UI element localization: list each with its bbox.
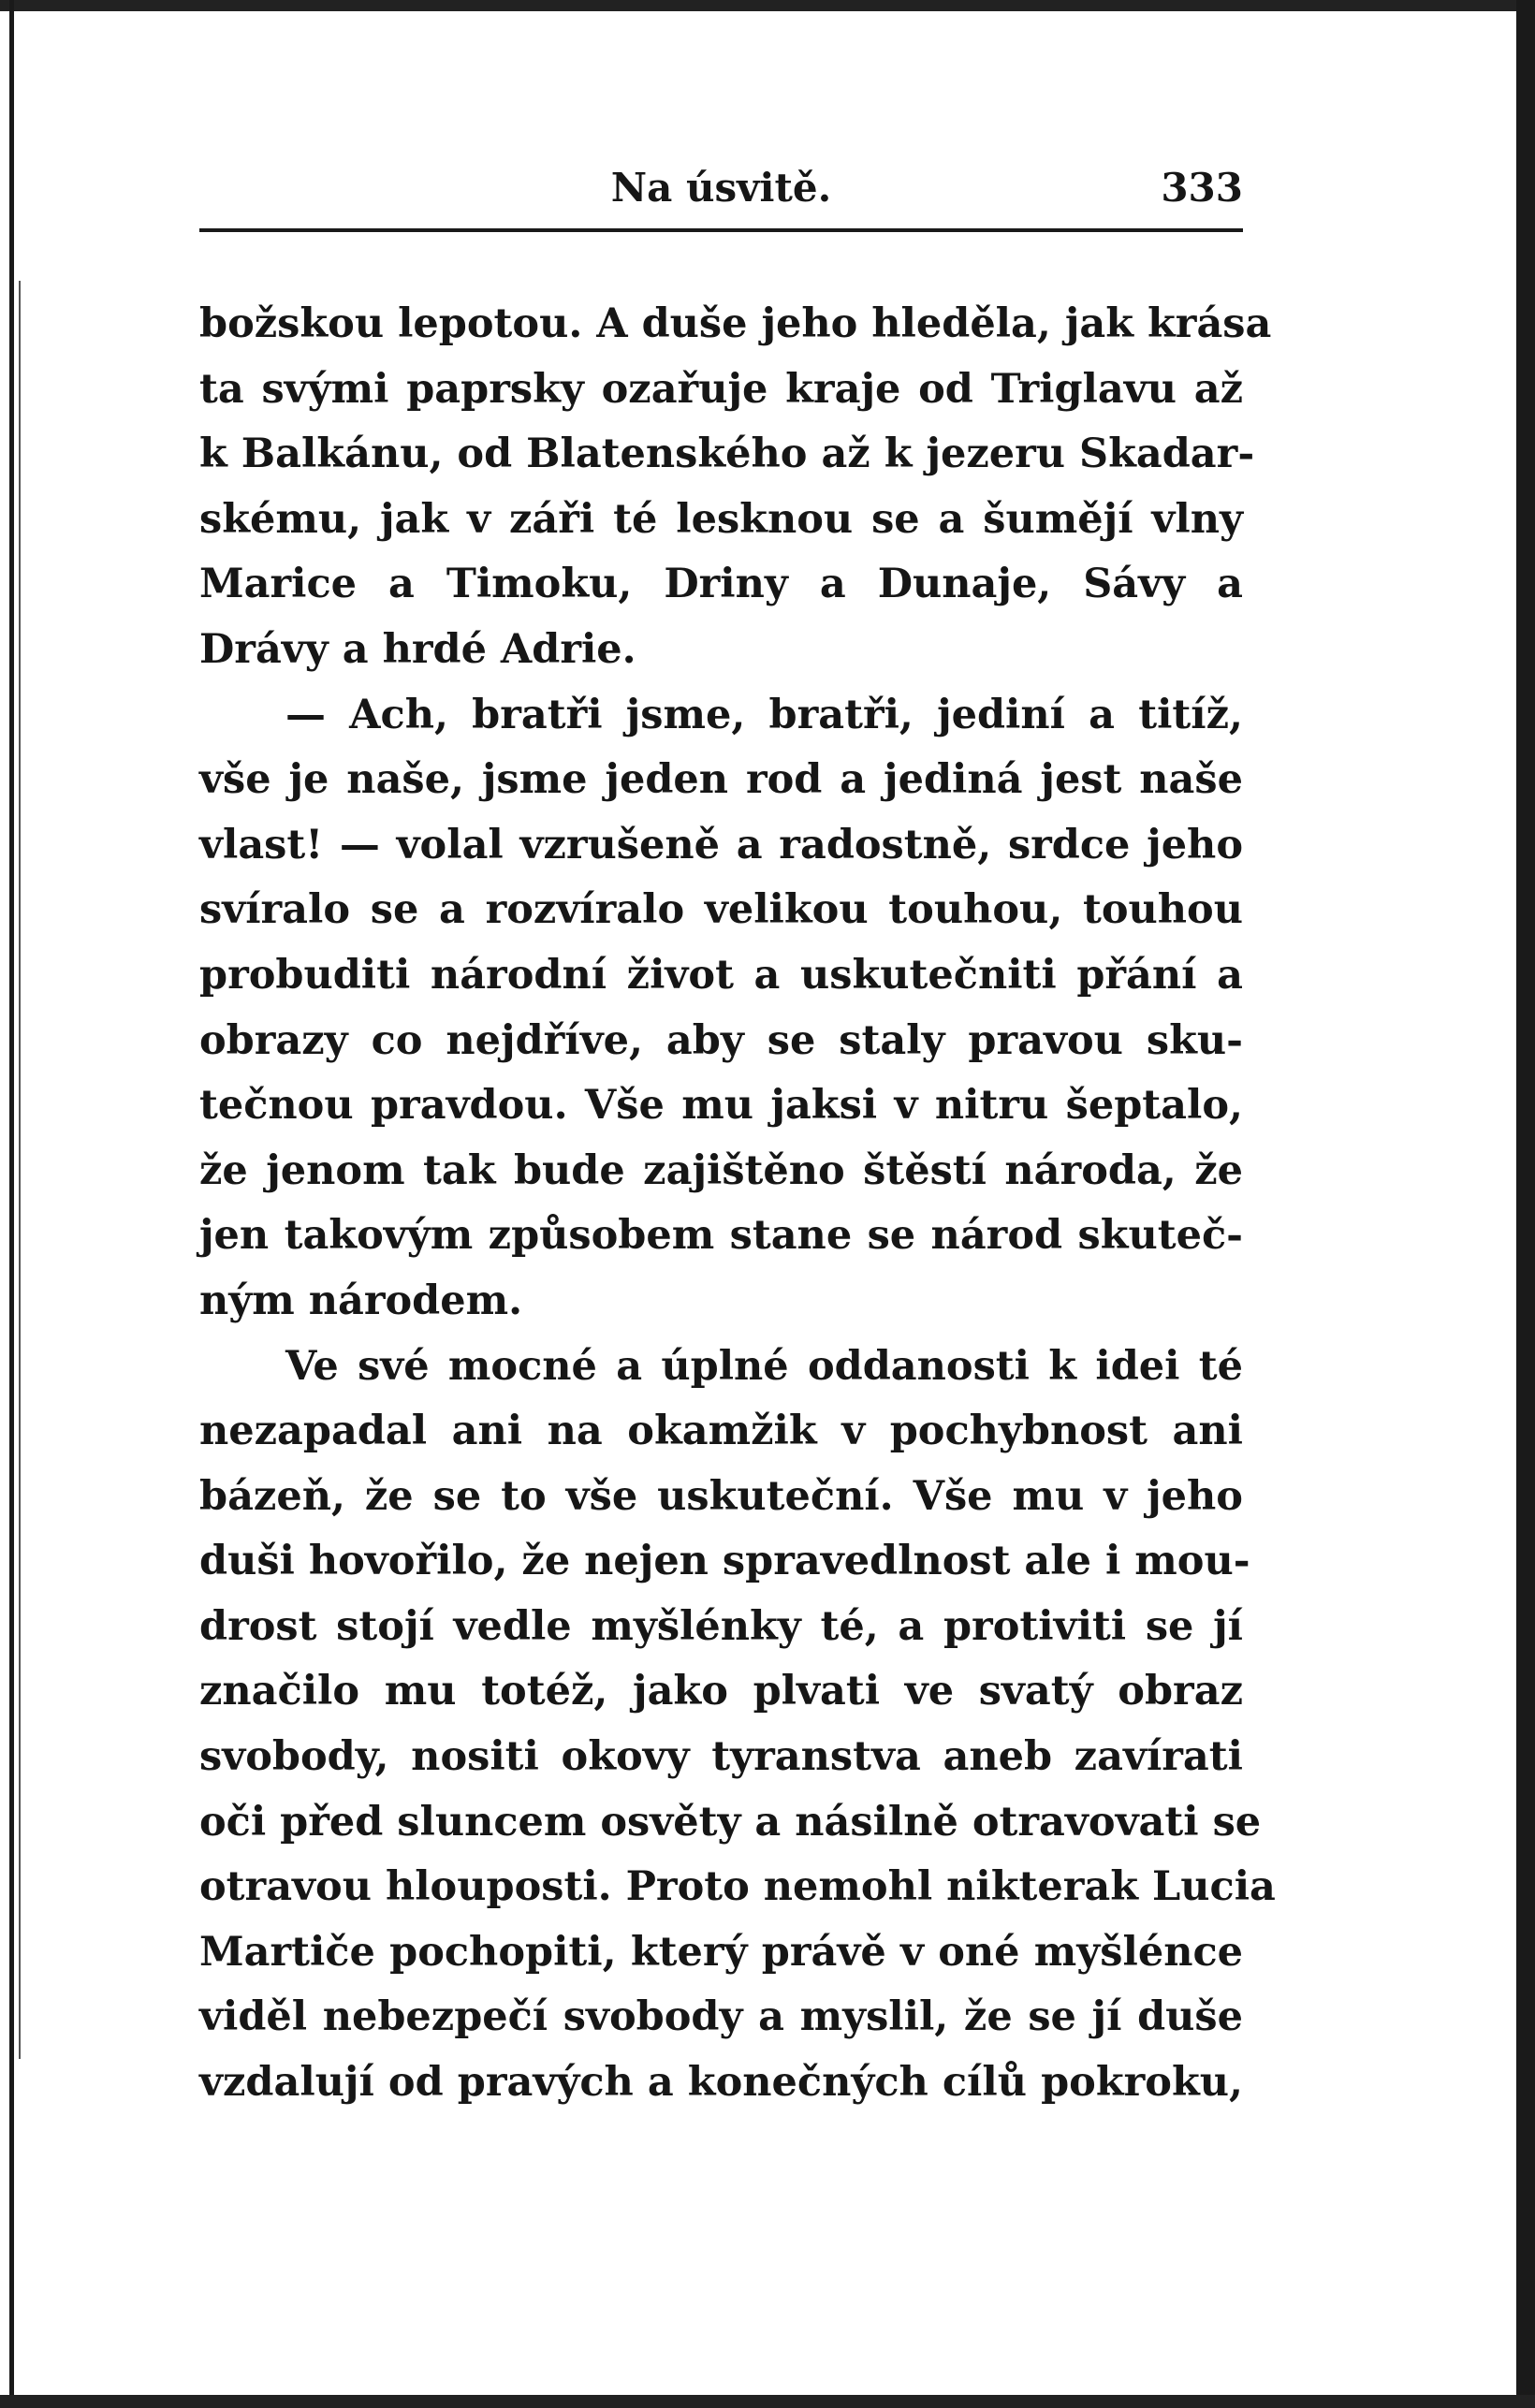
text-line: Marice a Timoku, Driny a Dunaje, Sávy a <box>199 561 1243 608</box>
text-line: oči před sluncem osvěty a násilně otravovati se <box>199 1798 1262 1846</box>
scan-border-right <box>1516 0 1535 2408</box>
text-line: bázeň, že se to vše uskuteční. Vše mu v jeho <box>199 1472 1243 1520</box>
text-line: svíralo se a rozvíralo velikou touhou, touhou <box>199 886 1243 934</box>
book-page <box>199 159 1276 2116</box>
text-line: duši hovořilo, že nejen spravedlnost ale i mou- <box>199 1538 1250 1585</box>
text-line: vzdalují od pravých a konečných cílů pokroku, <box>199 2059 1243 2107</box>
text-line: obrazy co nejdříve, aby se staly pravou sku- <box>199 1016 1243 1064</box>
text-line: jen takovým způsobem stane se národ skuteč- <box>199 1212 1243 1260</box>
page-number: 333 <box>1161 165 1243 211</box>
text-line: — Ach, bratři jsme, bratři, jediní a titíž, <box>285 691 1243 738</box>
text-line: drost stojí vedle myšlénky té, a protiviti se jí <box>199 1602 1243 1650</box>
text-line: viděl nebezpečí svobody a myslil, že se jí duše <box>199 1993 1243 2041</box>
scan-binding-shadow <box>19 281 21 2059</box>
text-line: značilo mu totéž, jako plvati ve svatý obraz <box>199 1668 1243 1715</box>
text-line: vlast! — volal vzrušeně a radostně, srdce jeho <box>199 821 1243 868</box>
text-line: vše je naše, jsme jeden rod a jediná jest naše <box>199 756 1243 804</box>
text-line: božskou lepotou. A duše jeho hleděla, jak krása <box>199 300 1272 347</box>
text-line: tečnou pravdou. Vše mu jaksi v nitru šeptalo, <box>199 1082 1243 1130</box>
text-line: ným národem. <box>199 1277 523 1324</box>
text-line: Martiče pochopiti, který právě v oné myšlénce <box>199 1928 1243 1976</box>
running-header <box>199 159 1243 217</box>
text-line: že jenom tak bude zajištěno štěstí národa, že <box>199 1146 1243 1194</box>
text-line: otravou hlouposti. Proto nemohl nikterak Lucia <box>199 1863 1276 1911</box>
running-title: Na úsvitě. <box>610 165 832 211</box>
text-line: Drávy a hrdé Adrie. <box>199 625 636 673</box>
scan-border-bottom <box>0 2395 1535 2408</box>
text-line: ta svými paprsky ozařuje kraje od Triglavu až <box>199 365 1243 413</box>
scan-border-left <box>9 0 14 2408</box>
header-rule <box>199 228 1243 232</box>
text-line: nezapadal ani na okamžik v pochybnost ani <box>199 1408 1243 1455</box>
text-line: probuditi národní život a uskutečniti přání a <box>199 951 1243 999</box>
text-line: k Balkánu, od Blatenského až k jezeru Skadar- <box>199 431 1255 478</box>
text-line: skému, jak v záři té lesknou se a šumějí vlny <box>199 495 1243 543</box>
body-text <box>199 292 1276 2116</box>
text-line: svobody, nositi okovy tyranstva aneb zavírati <box>199 1733 1243 1781</box>
scan-border-top <box>0 0 1535 11</box>
text-line: Ve své mocné a úplné oddanosti k idei té <box>285 1342 1243 1390</box>
